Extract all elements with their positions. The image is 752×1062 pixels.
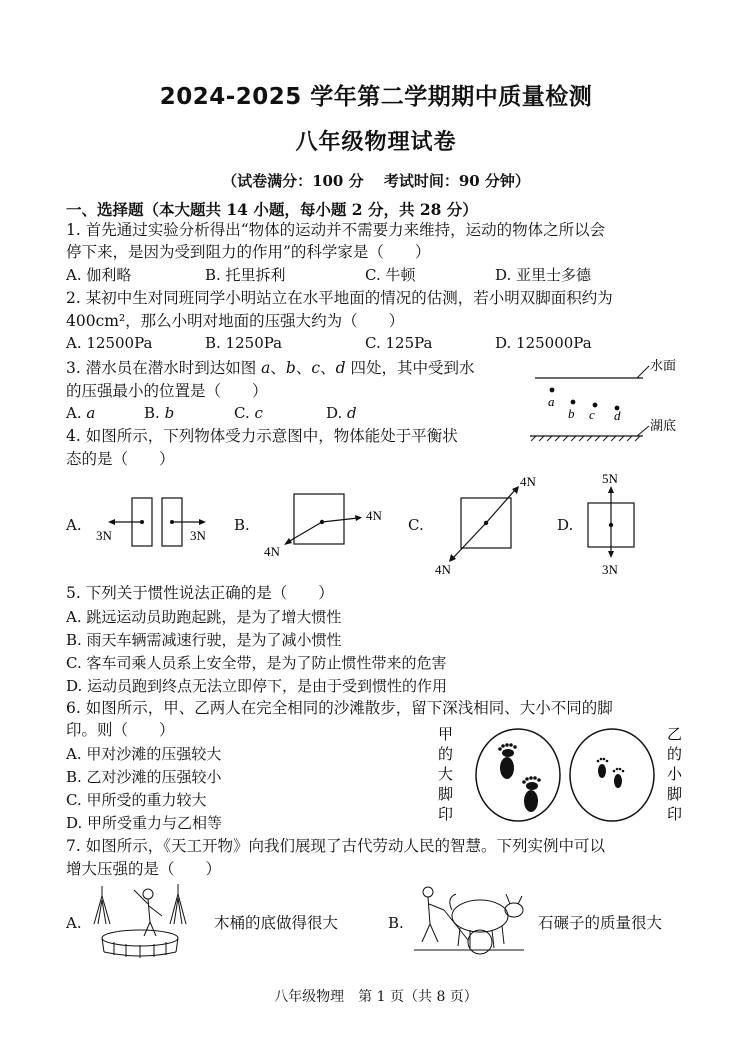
q5-option-d: D. 运动员跑到终点无法立即停下，是由于受到惯性的作用 (66, 677, 448, 695)
q7-option-b-label: B. (388, 914, 404, 932)
q4-figure-c-label: C. (408, 516, 424, 534)
section-heading: 一、选择题（本大题共 14 小题，每小题 2 分，共 28 分） (66, 200, 478, 219)
q3-text-line1: 3. 潜水员在潜水时到达如图 a、b、c、d 四处，其中受到水 (66, 359, 475, 377)
q4-figure-d-label: D. (557, 516, 574, 534)
right-label-char-4: 脚 (667, 787, 683, 803)
arrowhead-down (608, 551, 614, 558)
right-arrowhead (199, 519, 206, 525)
q3-option-d-prefix: D. (326, 404, 343, 422)
q5-option-b: B. 雨天车辆需减速行驶，是为了减小惯性 (66, 631, 342, 649)
right-label-char-1: 乙 (667, 727, 683, 743)
q7-illustration-stone-roller (410, 880, 528, 960)
q4-figure-a (90, 490, 220, 560)
q3-text-part1: 3. 潜水员在潜水时到达如图 (66, 359, 262, 377)
q1-option-c: C. 牛顿 (365, 266, 416, 284)
q6-text-line1: 6. 如图所示，甲、乙两人在完全相同的沙滩散步，留下深浅相同、大小不同的脚 (66, 699, 613, 717)
q3-text-line2: 的压强最小的位置是（ ） (66, 382, 268, 400)
block-square (294, 494, 344, 544)
water-surface-label: 水面 (650, 358, 677, 373)
q3-letter-a: a (261, 359, 271, 377)
arrowhead-up (608, 486, 614, 493)
q4-figure-b (258, 488, 398, 562)
exam-info: （试卷满分：100 分 考试时间：90 分钟） (222, 172, 530, 190)
force-right-label: 4N (366, 508, 382, 523)
q4-figure-a-label: A. (66, 516, 82, 534)
force-arrow-down-left (453, 523, 486, 558)
left-label-char-5: 印 (438, 807, 454, 823)
right-force-label: 3N (190, 528, 206, 543)
left-vertical-label (438, 726, 453, 823)
left-arrowhead (108, 519, 115, 525)
big-foot-right (524, 790, 538, 812)
q3-option-d-value: d (347, 404, 357, 422)
left-label-char-4: 脚 (438, 787, 454, 803)
q3-letter-d: d (335, 359, 346, 377)
q5-option-a: A. 跳远运动员助跑起跳，是为了增大惯性 (66, 608, 342, 626)
point-b-label: b (568, 406, 575, 421)
q2-text-line2: 400cm²，那么小明对地面的压强大约为（ ） (66, 312, 405, 330)
arrowhead-down-left (284, 538, 292, 545)
page-footer: 八年级物理 第 1 页（共 8 页） (274, 989, 478, 1005)
q7-text-line2: 增大压强的是（ ） (66, 860, 222, 878)
q6-option-a: A. 甲对沙滩的压强较大 (66, 745, 222, 763)
big-footprints (498, 743, 541, 812)
q3-option-d (326, 404, 357, 422)
q4-figure-c (425, 470, 555, 580)
point-b-dot (571, 400, 576, 405)
force-down-label: 3N (602, 562, 618, 577)
q4-text-line2: 态的是（ ） (66, 450, 175, 468)
big-foot-left (500, 757, 514, 779)
left-label-char-2: 的 (438, 747, 454, 763)
q1-option-d: D. 亚里士多德 (495, 266, 592, 284)
q3-option-a-value: a (86, 404, 96, 422)
exam-title: 2024-2025 学年第二学期期中质量检测 (159, 84, 593, 110)
right-label-char-5: 印 (667, 807, 683, 823)
q6-figure-footprints (438, 722, 690, 824)
right-label-char-2: 的 (667, 747, 683, 763)
q3-option-b-value: b (164, 404, 175, 422)
q5-option-c: C. 客车司乘人员系上安全带，是为了防止惯性带来的危害 (66, 654, 447, 672)
q3-text-part2: 四处，其中受到水 (345, 359, 475, 377)
q2-text-line1: 2. 某初中生对同班同学小明站立在水平地面的情况的估测，若小明双脚面积约为 (66, 289, 613, 307)
q3-option-a (66, 404, 95, 422)
q7-text-line1: 7. 如图所示，《天工开物》向我们展现了古代劳动人民的智慧。下列实例中可以 (66, 837, 605, 855)
q3-option-c (234, 404, 263, 422)
small-footprint-circle (570, 729, 654, 821)
q1-option-b: B. 托里拆利 (205, 266, 286, 284)
force-up-label: 5N (602, 471, 618, 486)
lake-bottom-hatching (531, 436, 640, 441)
q3-letter-c: c (311, 359, 321, 377)
point-c-label: c (589, 407, 595, 422)
q1-option-a: A. 伽利略 (66, 266, 132, 284)
q7-option-a-text: 木桶的底做得很大 (214, 914, 339, 932)
force-left-label: 4N (264, 544, 280, 559)
point-d-label: d (614, 408, 621, 423)
q7-illustration-wooden-barrel (88, 880, 206, 958)
left-force-label: 3N (96, 528, 112, 543)
force-down-label: 4N (435, 562, 451, 577)
q2-option-c: C. 125Pa (365, 334, 433, 352)
q1-text-line1: 1. 首先通过实验分析得出“物体的运动并不需要力来维持，运动的物体之所以会 (66, 221, 606, 239)
left-label-char-1: 甲 (438, 727, 454, 743)
q2-option-a: A. 12500Pa (66, 334, 153, 352)
q3-option-c-prefix: C. (234, 404, 250, 422)
q7-option-b-text: 石碾子的质量很大 (538, 914, 663, 932)
q3-option-b-prefix: B. (144, 404, 160, 422)
q3-option-a-prefix: A. (66, 404, 82, 422)
right-label-char-3: 小 (667, 767, 683, 783)
left-label-char-3: 大 (438, 767, 454, 783)
q7-option-a-label: A. (66, 914, 82, 932)
q2-option-d: D. 125000Pa (495, 334, 592, 352)
q4-text-line1: 4. 如图所示，下列物体受力示意图中，物体能处于平衡状 (66, 427, 458, 445)
force-arrow-down-left (288, 522, 322, 542)
small-foot-right (614, 774, 622, 788)
point-a-dot (550, 388, 555, 393)
big-footprint-circle (476, 729, 560, 821)
q3-option-b (144, 404, 174, 422)
q3-figure-lake (525, 352, 685, 442)
right-vertical-label (667, 727, 683, 823)
small-footprints (597, 758, 625, 788)
small-foot-left (598, 764, 606, 778)
arrowhead-right (355, 515, 362, 521)
q3-letter-b: b (285, 359, 296, 377)
force-up-label: 4N (520, 474, 536, 489)
q4-figure-b-label: B. (234, 516, 250, 534)
q2-option-b: B. 1250Pa (205, 334, 283, 352)
point-a-label: a (548, 394, 555, 409)
q6-option-c: C. 甲所受的重力较大 (66, 791, 207, 809)
exam-subtitle: 八年级物理试卷 (295, 130, 457, 155)
lake-bottom-label: 湖底 (650, 418, 677, 433)
q6-option-b: B. 乙对沙滩的压强较小 (66, 768, 222, 786)
q6-option-d: D. 甲所受重力与乙相等 (66, 814, 223, 832)
bottom-label-leader (637, 426, 649, 436)
q4-figure-d (580, 470, 650, 580)
q3-option-c-value: c (254, 404, 263, 422)
q5-text-line1: 5. 下列关于惯性说法正确的是（ ） (66, 584, 334, 602)
water-label-leader (637, 366, 649, 378)
q1-text-line2: 停下来，是因为受到阻力的作用”的科学家是（ ） (66, 243, 431, 261)
force-arrow-right (322, 518, 358, 522)
q6-text-line2: 印。则（ ） (66, 721, 175, 739)
